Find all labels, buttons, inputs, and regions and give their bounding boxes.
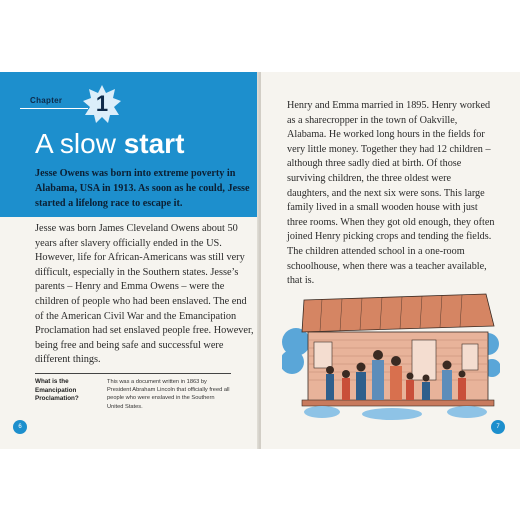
chapter-intro: Jesse Owens was born into extreme poverty in Alabama, USA in 1913. As soon as he could, Jesse started a lifelong race to escape it. bbox=[35, 168, 250, 209]
glossary-definition: This was a document written in 1863 by President Abraham Lincoln that officially freed all people who were enslaved in the Southern United States. bbox=[107, 379, 230, 410]
family-house-illustration bbox=[282, 282, 500, 430]
chapter-rule bbox=[20, 108, 88, 109]
note-divider bbox=[35, 373, 231, 374]
right-body-text: Henry and Emma married in 1895. Henry worked as a sharecropper in the town of Oakville, Alabama. He worked long hours in the fields for very little money. Together they had 12 children – although three sadly died at birth. Of those surviving children, the three oldest were daughters, and the next six were sons. This large family lived in a small wooden house with just three rooms. When they got old enough, they often joined Henry picking crops and tending the fields. The children attended school in a one-room schoolhouse, when there was a teacher available, that is. bbox=[287, 100, 495, 287]
left-page bbox=[0, 72, 259, 449]
book-spread bbox=[0, 72, 520, 449]
chapter-label: Chapter bbox=[30, 96, 63, 105]
chapter-number: 1 bbox=[95, 91, 109, 116]
page-number-left: 6 bbox=[13, 420, 27, 434]
title-bold: start bbox=[123, 128, 185, 159]
chapter-header bbox=[0, 72, 259, 217]
page-number-right: 7 bbox=[491, 420, 505, 434]
chapter-title bbox=[35, 128, 184, 160]
left-body-text: Jesse was born James Cleveland Owens about 50 years after slavery officially ended in the US. However, life for African-Americans was still very difficult, especially in the Southern states. Jesse’s parents – Henry and Emma Owens – were the children of people who had been enslaved. The end of the American Civil War and the Emancipation Proclamation had set enslaved people free. However, being free and being safe and successful were different things. bbox=[35, 223, 254, 366]
title-regular: A slow bbox=[35, 128, 124, 159]
glossary-term: What is the Emancipation Proclamation? bbox=[35, 378, 79, 402]
